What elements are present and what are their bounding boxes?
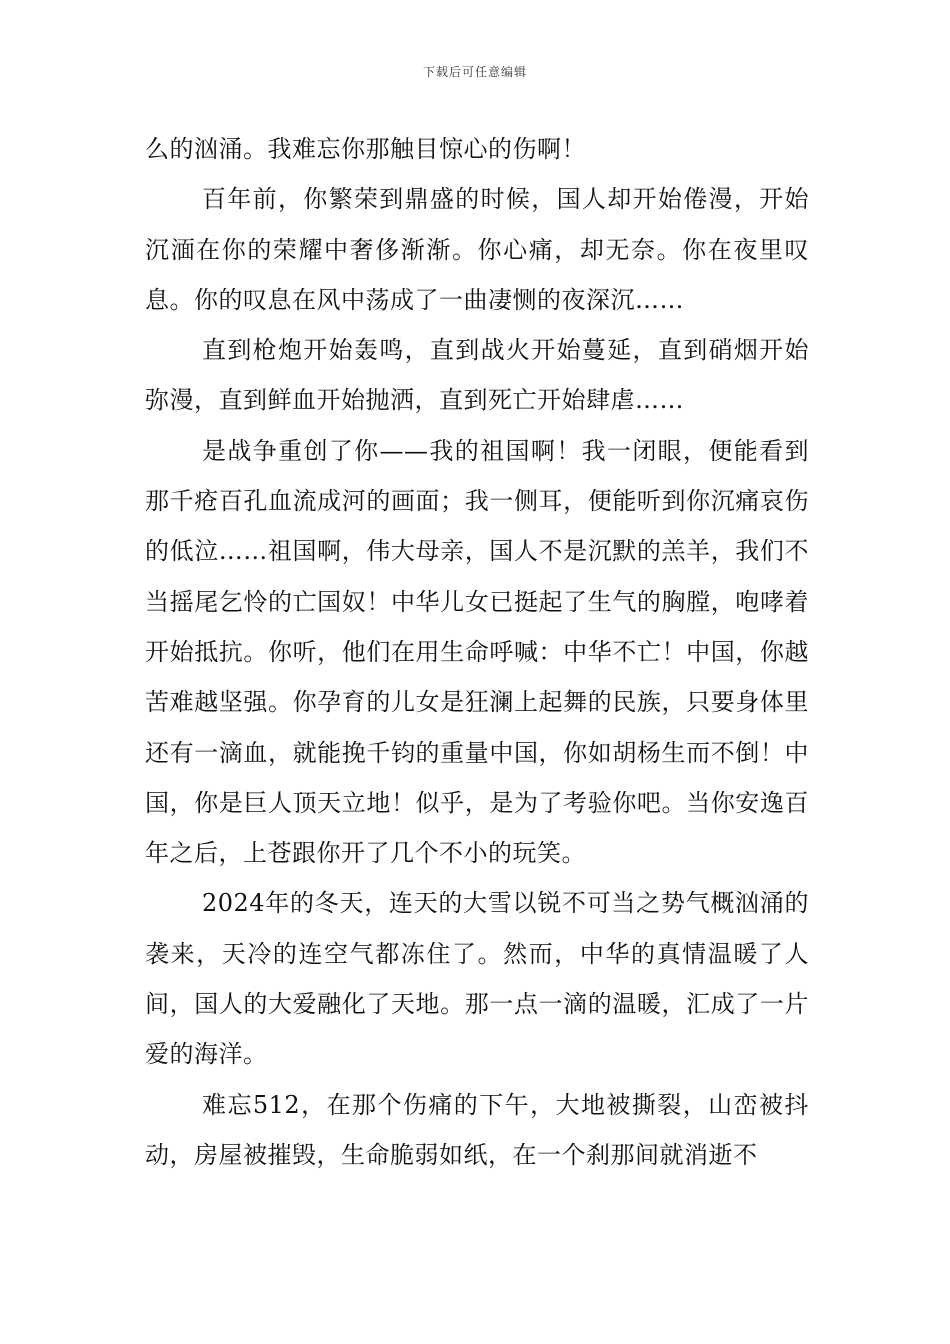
paragraph: 难忘512，在那个伤痛的下午，大地被撕裂，山峦被抖动，房屋被摧毁，生命脆弱如纸，在一个刹那间就消逝不: [145, 1090, 809, 1169]
document-body: [145, 124, 809, 1180]
paragraph: 2024年的冬天，连天的大雪以锐不可当之势气概汹涌的袭来，天冷的连空气都冻住了。然而，中华的真情温暖了人间，国人的大爱融化了天地。那一点一滴的温暖，汇成了一片爱的海洋。: [145, 889, 809, 1069]
page-header: 下载后可任意编辑: [422, 65, 527, 79]
paragraph: 直到枪炮开始轰鸣，直到战火开始蔓延，直到硝烟开始弥漫，直到鲜血开始抛洒，直到死亡开始肆虐……: [145, 336, 809, 415]
paragraph: 百年前，你繁荣到鼎盛的时候，国人却开始倦漫，开始沉湎在你的荣耀中奢侈渐渐。你心痛，却无奈。你在夜里叹息。你的叹息在风中荡成了一曲凄恻的夜深沉……: [145, 185, 809, 314]
paragraph: 是战争重创了你——我的祖国啊！我一闭眼，便能看到那千疮百孔血流成河的画面；我一侧耳，便能听到你沉痛哀伤的低泣……祖国啊，伟大母亲，国人不是沉默的羔羊，我们不当摇尾乞怜的亡国奴！中华儿女已挺起了生气的胸膛，咆哮着开始抵抗。你听，他们在用生命呼喊：中华不亡！中国，你越苦难越坚强。你孕育的儿女是狂澜上起舞的民族，只要身体里还有一滴血，就能挽千钧的重量中国，你如胡杨生而不倒！中国，你是巨人顶天立地！似乎，是为了考验你吧。当你安逸百年之后，上苍跟你开了几个不小的玩笑。: [145, 436, 809, 868]
paragraph: 么的汹涌。我难忘你那触目惊心的伤啊！: [145, 135, 586, 163]
